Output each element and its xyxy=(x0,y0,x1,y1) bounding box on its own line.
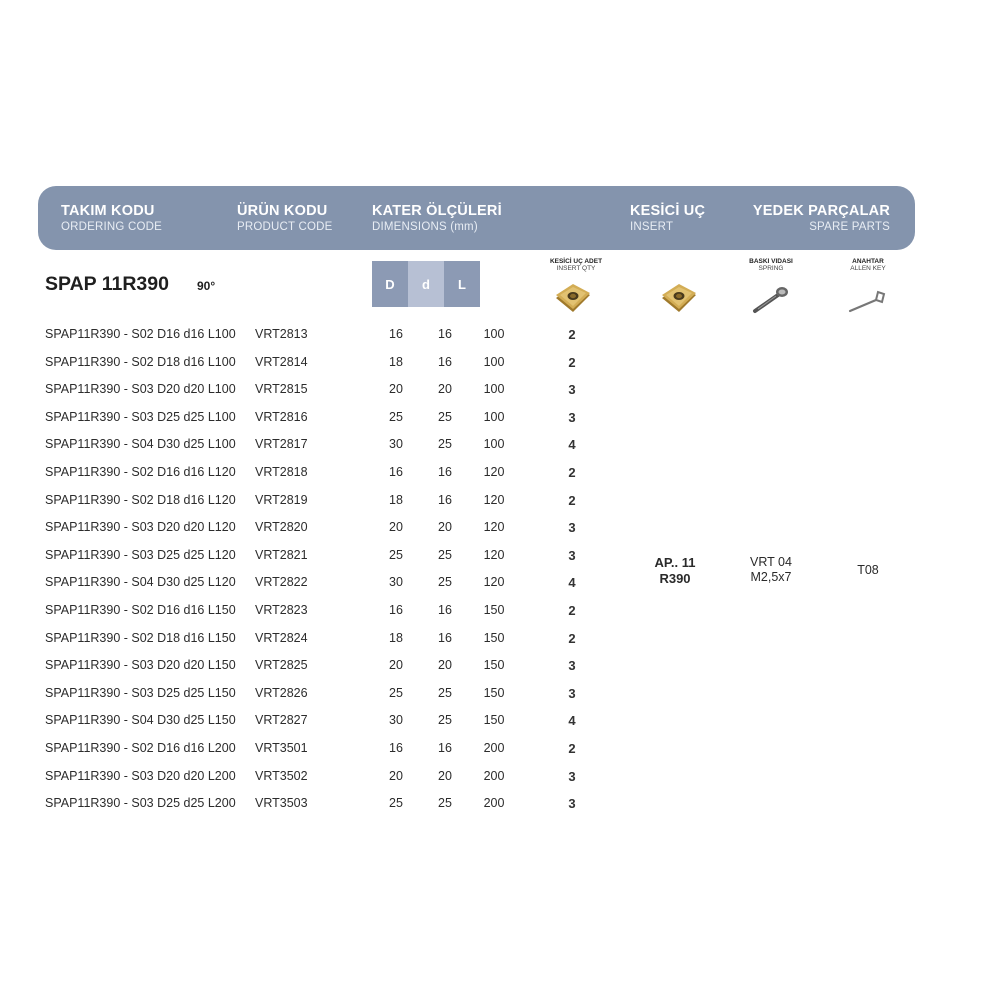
insert-qty-cell: 2 xyxy=(568,630,576,646)
dim-L-cell: 120 xyxy=(483,520,505,535)
dim-D-cell: 16 xyxy=(389,603,403,617)
dim-D-cell: 16 xyxy=(389,741,403,755)
table-row xyxy=(0,355,1000,379)
dim-D-cell: 16 xyxy=(389,465,403,479)
insert-qty-cell: 2 xyxy=(568,492,576,508)
dim-d-cell: 25 xyxy=(438,685,452,700)
ordering-code-cell: SPAP11R390 - S04 D30 d25 L120 xyxy=(45,575,236,590)
ordering-code-cell: SPAP11R390 - S03 D25 d25 L100 xyxy=(45,409,236,424)
dim-L-cell: 150 xyxy=(483,713,505,728)
dim-D-cell: 20 xyxy=(389,382,403,397)
insert-icon xyxy=(553,282,593,316)
dim-chip-L: L xyxy=(444,261,480,307)
table-row xyxy=(0,382,1000,406)
dim-D-cell: 25 xyxy=(389,409,403,424)
dim-D-cell: 20 xyxy=(389,658,403,673)
product-angle: 90° xyxy=(197,279,216,293)
dim-D-cell: 25 xyxy=(389,547,403,562)
dim-D-cell: 30 xyxy=(389,437,403,452)
ordering-code-cell: SPAP11R390 - S04 D30 d25 L150 xyxy=(45,713,236,728)
ordering-code-cell: SPAP11R390 - S03 D25 d25 L120 xyxy=(45,547,236,562)
table-row xyxy=(0,437,1000,461)
header-spare-parts: YEDEK PARÇALAR SPARE PARTS xyxy=(752,203,890,233)
product-code-cell: VRT2823 xyxy=(255,603,308,617)
dim-d-cell: 25 xyxy=(438,713,452,728)
product-code-cell: VRT2818 xyxy=(255,465,308,479)
ordering-code-cell: SPAP11R390 - S03 D20 d20 L150 xyxy=(45,658,236,673)
insert-code: AP.. 11 R390 xyxy=(654,555,696,586)
product-code-cell: VRT2819 xyxy=(255,492,308,507)
dim-d-cell: 16 xyxy=(438,603,452,617)
dim-d-cell: 20 xyxy=(438,658,452,673)
product-code-cell: VRT2817 xyxy=(255,437,308,452)
table-row xyxy=(0,741,1000,765)
insert-qty-cell: 3 xyxy=(568,547,576,563)
dim-L-cell: 100 xyxy=(483,327,505,341)
insert-qty-cell: 2 xyxy=(568,741,576,756)
dim-D-cell: 18 xyxy=(389,492,403,507)
dim-L-cell: 120 xyxy=(483,465,505,479)
product-code-cell: VRT2820 xyxy=(255,520,308,535)
dim-d-cell: 16 xyxy=(438,465,452,479)
dim-d-cell: 16 xyxy=(438,492,452,507)
table-row xyxy=(0,575,1000,599)
insert-qty-cell: 3 xyxy=(568,768,576,784)
table-row xyxy=(0,713,1000,737)
header-product-code: ÜRÜN KODU PRODUCT CODE xyxy=(237,203,333,233)
dim-d-cell: 20 xyxy=(438,520,452,535)
insert-qty-cell: 2 xyxy=(568,465,576,480)
dim-d-cell: 25 xyxy=(438,437,452,452)
ordering-code-cell: SPAP11R390 - S02 D18 d16 L120 xyxy=(45,492,236,507)
product-code-cell: VRT3502 xyxy=(255,768,308,783)
dim-d-cell: 16 xyxy=(438,630,452,645)
dim-L-cell: 100 xyxy=(483,354,505,369)
product-code-cell: VRT3501 xyxy=(255,741,308,755)
dim-D-cell: 25 xyxy=(389,685,403,700)
product-code-cell: VRT2824 xyxy=(255,630,308,645)
dim-L-cell: 100 xyxy=(483,409,505,424)
table-row xyxy=(0,631,1000,655)
table-row xyxy=(0,327,1000,351)
table-row xyxy=(0,493,1000,517)
table-row xyxy=(0,603,1000,627)
allen-key-icon xyxy=(846,287,890,315)
dim-D-cell: 30 xyxy=(389,575,403,590)
table-row xyxy=(0,769,1000,793)
insert-qty-cell: 3 xyxy=(568,685,576,701)
dim-L-cell: 150 xyxy=(483,658,505,673)
insert-qty-cell: 2 xyxy=(568,327,576,342)
dim-L-cell: 200 xyxy=(483,768,505,783)
insert-qty-cell: 2 xyxy=(568,354,576,370)
ordering-code-cell: SPAP11R390 - S03 D20 d20 L120 xyxy=(45,520,236,535)
ordering-code-cell: SPAP11R390 - S02 D16 d16 L200 xyxy=(45,741,236,755)
screw-icon xyxy=(750,284,792,316)
table-row xyxy=(0,686,1000,710)
insert-qty-cell: 3 xyxy=(568,796,576,812)
product-code-cell: VRT2816 xyxy=(255,409,308,424)
caption-insert-qty: KESİCİ UÇ ADET INSERT QTY xyxy=(549,258,603,272)
spring-part-code: VRT 04 M2,5x7 xyxy=(750,555,792,584)
ordering-code-cell: SPAP11R390 - S02 D16 d16 L100 xyxy=(45,327,236,341)
product-code-cell: VRT2815 xyxy=(255,382,308,397)
ordering-code-cell: SPAP11R390 - S02 D18 d16 L150 xyxy=(45,630,236,645)
insert-qty-cell: 3 xyxy=(568,382,576,398)
product-code-cell: VRT2826 xyxy=(255,685,308,700)
ordering-code-cell: SPAP11R390 - S03 D25 d25 L150 xyxy=(45,685,236,700)
dim-d-cell: 16 xyxy=(438,327,452,341)
dim-L-cell: 200 xyxy=(483,741,505,755)
dim-L-cell: 120 xyxy=(483,492,505,507)
dim-L-cell: 150 xyxy=(483,630,505,645)
caption-allen-key: ANAHTAR ALLEN KEY xyxy=(850,258,886,272)
allen-key-code: T08 xyxy=(857,563,879,577)
table-row xyxy=(0,410,1000,434)
table-row xyxy=(0,465,1000,489)
dim-L-cell: 100 xyxy=(483,437,505,452)
product-code-cell: VRT2825 xyxy=(255,658,308,673)
product-code-cell: VRT2813 xyxy=(255,327,308,341)
ordering-code-cell: SPAP11R390 - S02 D18 d16 L100 xyxy=(45,354,236,369)
dim-chip-D: D xyxy=(372,261,408,307)
dim-d-cell: 25 xyxy=(438,575,452,590)
ordering-code-cell: SPAP11R390 - S03 D25 d25 L200 xyxy=(45,796,236,811)
insert-qty-cell: 2 xyxy=(568,603,576,618)
insert-icon xyxy=(659,282,699,316)
ordering-code-cell: SPAP11R390 - S04 D30 d25 L100 xyxy=(45,437,236,452)
insert-qty-cell: 3 xyxy=(568,409,576,425)
insert-qty-cell: 4 xyxy=(568,713,576,729)
product-code-cell: VRT2822 xyxy=(255,575,308,590)
dim-D-cell: 30 xyxy=(389,713,403,728)
product-code-cell: VRT2814 xyxy=(255,354,308,369)
header-ordering-code: TAKIM KODU ORDERING CODE xyxy=(61,203,162,233)
insert-qty-cell: 3 xyxy=(568,658,576,674)
dim-d-cell: 25 xyxy=(438,796,452,811)
dim-d-cell: 20 xyxy=(438,768,452,783)
table-row xyxy=(0,796,1000,820)
ordering-code-cell: SPAP11R390 - S02 D16 d16 L150 xyxy=(45,603,236,617)
dim-d-cell: 16 xyxy=(438,354,452,369)
product-code-cell: VRT2821 xyxy=(255,547,308,562)
product-code-cell: VRT3503 xyxy=(255,796,308,811)
insert-qty-cell: 4 xyxy=(568,437,576,453)
dim-L-cell: 150 xyxy=(483,603,505,617)
dim-L-cell: 150 xyxy=(483,685,505,700)
insert-qty-cell: 4 xyxy=(568,575,576,591)
dim-D-cell: 16 xyxy=(389,327,403,341)
dim-L-cell: 100 xyxy=(483,382,505,397)
ordering-code-cell: SPAP11R390 - S02 D16 d16 L120 xyxy=(45,465,236,479)
dim-D-cell: 18 xyxy=(389,630,403,645)
dim-D-cell: 18 xyxy=(389,354,403,369)
dim-d-cell: 25 xyxy=(438,547,452,562)
insert-qty-cell: 3 xyxy=(568,520,576,536)
dim-D-cell: 20 xyxy=(389,520,403,535)
ordering-code-cell: SPAP11R390 - S03 D20 d20 L100 xyxy=(45,382,236,397)
dim-d-cell: 16 xyxy=(438,741,452,755)
dim-D-cell: 20 xyxy=(389,768,403,783)
product-title: SPAP 11R390 xyxy=(45,273,169,295)
header-insert: KESİCİ UÇ INSERT xyxy=(630,203,706,233)
table-row xyxy=(0,658,1000,682)
dim-L-cell: 120 xyxy=(483,547,505,562)
table-row xyxy=(0,520,1000,544)
header-dimensions: KATER ÖLÇÜLERİ DIMENSIONS (mm) xyxy=(372,203,502,233)
dim-d-cell: 20 xyxy=(438,382,452,397)
dim-L-cell: 120 xyxy=(483,575,505,590)
dim-d-cell: 25 xyxy=(438,409,452,424)
caption-spring: BASKI VIDASI SPRING xyxy=(749,258,793,272)
dim-D-cell: 25 xyxy=(389,796,403,811)
ordering-code-cell: SPAP11R390 - S03 D20 d20 L200 xyxy=(45,768,236,783)
product-code-cell: VRT2827 xyxy=(255,713,308,728)
dim-L-cell: 200 xyxy=(483,796,505,811)
dim-chip-d: d xyxy=(408,261,444,307)
